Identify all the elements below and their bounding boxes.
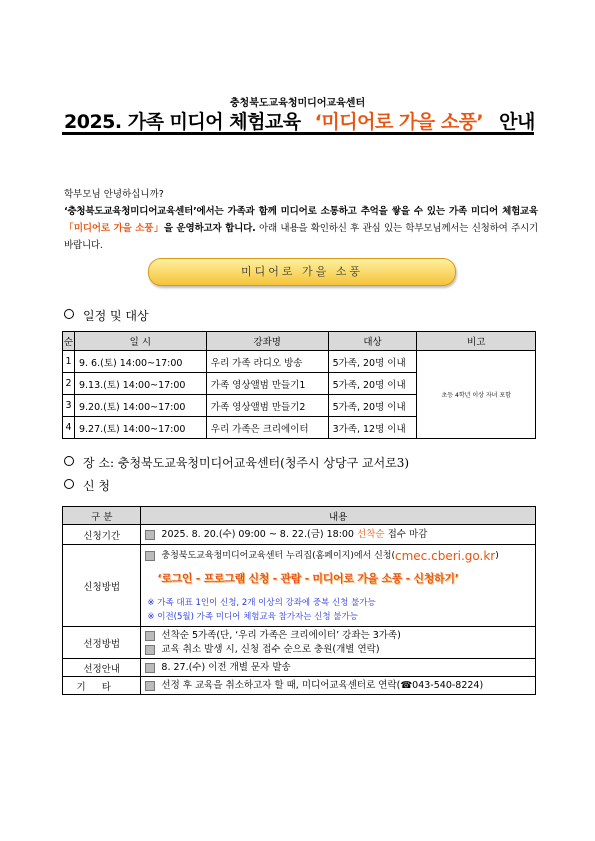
schedule-header-row [63, 332, 536, 351]
period-line [145, 528, 535, 542]
period-text: 2025. 8. 20.(수) 09:00 ~ 8. 22.(금) 18:00 [161, 528, 354, 540]
period-content [141, 525, 536, 545]
row-target: 5가족, 20명 이내 [328, 373, 417, 395]
checkbox-square-icon [145, 663, 155, 673]
select-line-2 [145, 643, 535, 657]
title-main: 2025. 가족 미디어 체험교육 [64, 111, 301, 133]
section-schedule-label: 일정 및 대상 [83, 309, 149, 323]
row-no: 2 [63, 373, 75, 395]
method-close: ) [495, 550, 499, 561]
row-course: 우리 가족은 크리에이터 [206, 417, 328, 439]
method-label: 신청방법 [63, 545, 141, 627]
select-line-1 [145, 629, 535, 643]
schedule-table [62, 331, 536, 439]
etc-line [145, 679, 535, 693]
period-first-come: 선착순 [357, 528, 385, 540]
row-target: 3가족, 12명 이내 [328, 417, 417, 439]
table-row [63, 545, 536, 627]
select-label: 선정방법 [63, 627, 141, 659]
table-row [63, 627, 536, 659]
intro-bold: ‘충청북도교육청미디어교육센터’에서는 가족과 함께 미디어로 소통하고 추억을 쌓을 수 있는 가족 미디어 체험교육 [64, 206, 538, 217]
method-note-1: ※ 가족 대표 1인이 신청, 2개 이상의 강좌에 중복 신청 불가능 [147, 597, 376, 608]
header-content: 내용 [141, 507, 536, 525]
method-note-2: ※ 이전(5월) 가족 미디어 체험교육 참가자는 신청 불가능 [147, 611, 358, 622]
etc-text: 선정 후 교육을 취소하고자 할 때, 미디어교육센터로 연락(☎043-540-8224) [161, 679, 484, 691]
header-no: 순 [63, 332, 75, 351]
select-text-2: 교육 취소 발생 시, 신청 접수 순으로 충원(개별 연락) [161, 643, 380, 655]
row-course: 우리 가족 라디오 방송 [206, 351, 328, 373]
page-title [64, 107, 535, 134]
row-no: 3 [63, 395, 75, 417]
checkbox-square-icon [145, 530, 155, 540]
row-target: 5가족, 20명 이내 [328, 351, 417, 373]
title-program: ‘미디어로 가을 소풍’ [314, 111, 484, 133]
table-row [63, 659, 536, 677]
row-course: 가족 영상앨범 만들기1 [206, 373, 328, 395]
table-row [63, 351, 536, 373]
row-note: 초등 4학년 이상 자녀 포함 [417, 351, 536, 439]
section-place-label: 장 소: 충청북도교육청미디어교육센터(청주시 상당구 교서로3) [83, 456, 410, 470]
apply-table [62, 506, 536, 695]
method-text: 충청북도교육청미디어교육센터 누리집(홈페이지)에서 신청( [161, 550, 396, 561]
notice-content [141, 659, 536, 677]
intro-bold-end: 을 운영하고자 합니다. [163, 223, 256, 234]
method-content [141, 545, 536, 627]
apply-header-row [63, 507, 536, 525]
intro-rest: 아래 내용을 확인하신 후 관심 있는 학부모님께서는 신청하여 주시기 바랍니다. [64, 223, 538, 251]
row-date: 9.13.(토) 14:00~17:00 [74, 373, 206, 395]
header-course: 강좌명 [206, 332, 328, 351]
period-end: 접수 마감 [387, 528, 428, 540]
circle-bullet-icon [64, 479, 74, 489]
checkbox-square-icon [145, 551, 155, 561]
period-label: 신청기간 [63, 525, 141, 545]
row-course: 가족 영상앨범 만들기2 [206, 395, 328, 417]
row-no: 4 [63, 417, 75, 439]
section-schedule [64, 307, 149, 324]
checkbox-square-icon [145, 681, 155, 691]
notice-line [145, 661, 535, 675]
etc-label: 기타 [76, 681, 127, 693]
homepage-url[interactable]: cmec.cberi.go.kr [395, 548, 496, 563]
header-category: 구 분 [63, 507, 141, 525]
apply-path: ‘로그인 - 프로그램 신청 - 관람 - 미디어로 가을 소풍 - 신청하기’ [157, 571, 459, 585]
circle-bullet-icon [64, 309, 74, 319]
program-banner: 미디어로 가을 소풍 [148, 258, 456, 286]
section-place [64, 454, 409, 471]
title-block [62, 106, 534, 135]
section-apply [64, 477, 110, 494]
header-date: 일 시 [74, 332, 206, 351]
select-content [141, 627, 536, 659]
notice-text: 8. 27.(수) 이전 개별 문자 발송 [161, 661, 291, 673]
method-line [145, 549, 535, 563]
header-note: 비고 [417, 332, 536, 351]
notice-label: 선정안내 [63, 659, 141, 677]
table-row [63, 525, 536, 545]
table-row [63, 677, 536, 695]
row-date: 9.27.(토) 14:00~17:00 [74, 417, 206, 439]
row-date: 9.20.(토) 14:00~17:00 [74, 395, 206, 417]
checkbox-square-icon [145, 645, 155, 655]
section-apply-label: 신 청 [83, 479, 110, 493]
title-tail: 안내 [499, 111, 535, 133]
intro-paragraph [64, 203, 538, 254]
org-name: 충청북도교육청미디어교육센터 [229, 98, 366, 109]
select-text-1: 선착순 5가족(단, ‘우리 가족은 크리에이터’ 강좌는 3가족) [161, 629, 401, 641]
row-date: 9. 6.(토) 14:00~17:00 [74, 351, 206, 373]
etc-content [141, 677, 536, 695]
checkbox-square-icon [145, 631, 155, 641]
header-target: 대상 [328, 332, 417, 351]
intro-program: 「미디어로 가을 소풍」 [64, 223, 164, 234]
greeting: 학부모님 안녕하십니까? [64, 189, 164, 200]
row-target: 5가족, 20명 이내 [328, 395, 417, 417]
row-no: 1 [63, 351, 75, 373]
etc-label-cell [63, 677, 141, 695]
circle-bullet-icon [64, 456, 74, 466]
